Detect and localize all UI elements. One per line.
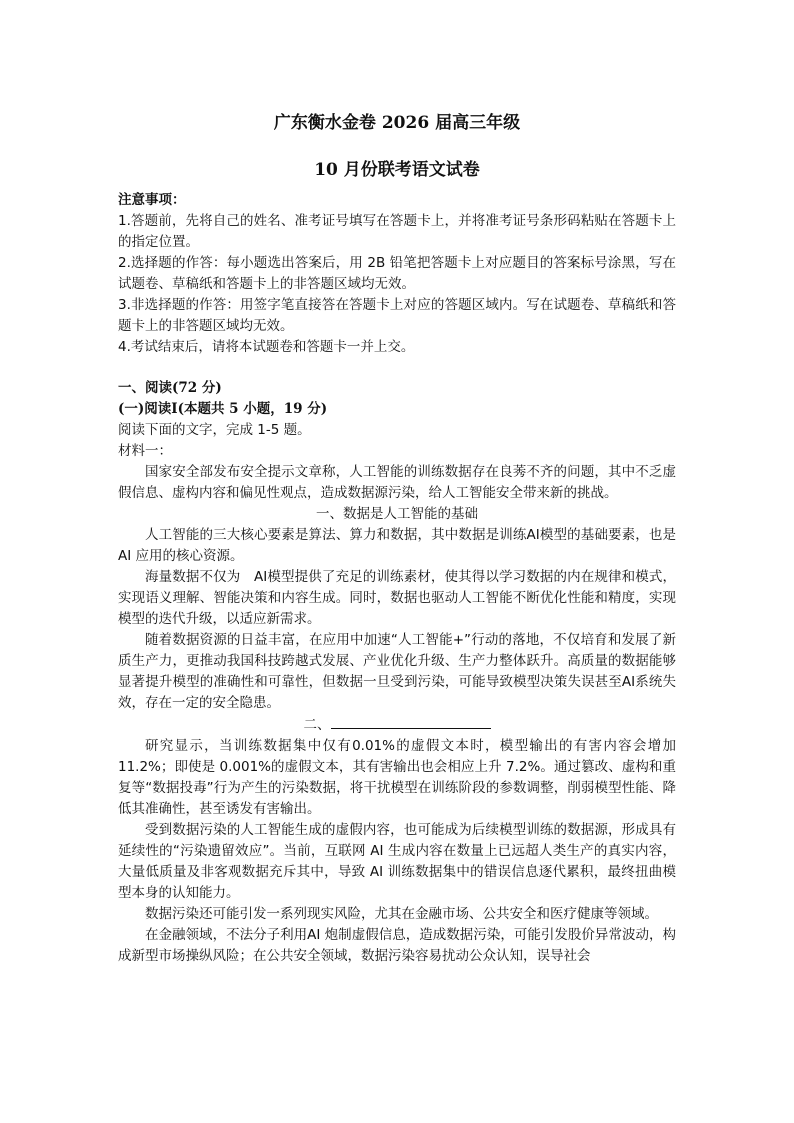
subsection-heading: (一)阅读Ⅰ(本题共 5 小题，19 分) [118, 401, 328, 417]
notes-item-4: 4.考试结束后，请将本试题卷和答题卡一并上交。 [118, 339, 415, 355]
part1-paragraph-1: 人工智能的三大核心要素是算法、算力和数据，其中数据是训练AI模型的基础要素，也是 AI 应用的核心资源。 [118, 527, 676, 564]
notes-section [118, 190, 676, 358]
reading-section [118, 378, 676, 967]
material-label: 材料一： [118, 443, 172, 459]
material-heading-1: 一、数据是人工智能的基础 [316, 506, 478, 522]
part1-paragraph-2: 海量数据不仅为 AI模型提供了充足的训练素材，使其得以学习数据的内在规律和模式，实现语义理解、智能决策和内容生成。同时，数据也驱动人工智能不断优化性能和精度，实现模型的迭代升级，以适应新需求。 [118, 569, 676, 627]
part2-paragraph-4: 在金融领域，不法分子利用AI 炮制虚假信息，造成数据污染，可能引发股价异常波动，构成新型市场操纵风险；在公共安全领域，数据污染容易扰动公众认知，误导社会 [118, 927, 676, 964]
material-heading-2 [118, 714, 676, 736]
heading-2-prefix: 二、 [303, 717, 331, 733]
notes-item-3: 3.非选择题的作答：用签字笔直接答在答题卡上对应的答题区域内。写在试题卷、草稿纸和答题卡上的非答题区域均无效。 [118, 297, 676, 334]
section-heading: 一、阅读(72 分) [118, 380, 222, 396]
part2-paragraph-2: 受到数据污染的人工智能生成的虚假内容，也可能成为后续模型训练的数据源，形成具有延续性的“污染遗留效应”。当前，互联网 AI 生成内容在数量上已远超人类生产的真实内容，大量低质量及非客观数据充斥其中，导致 AI 训练数据集中的错误信息逐代累积，最终扭曲模型本身的认知能力。 [118, 822, 676, 901]
material-paragraph: 国家安全部发布安全提示文章称，人工智能的训练数据存在良莠不齐的问题，其中不乏虚假信息、虚构内容和偏见性观点，造成数据源污染，给人工智能安全带来新的挑战。 [118, 464, 676, 501]
reading-instruction: 阅读下面的文字，完成 1-5 题。 [118, 422, 311, 438]
part2-paragraph-1: 研究显示，当训练数据集中仅有0.01%的虚假文本时，模型输出的有害内容会增加11.2%；即使是 0.001%的虚假文本，其有害输出也会相应上升 7.2%。通过篡改、虚构和重复等“数据投毒”行为产生的污染数据，将干扰模型在训练阶段的参数调整，削弱模型性能、降低其准确性，甚至诱发有害输出。 [118, 738, 676, 817]
notes-item-1: 1.答题前，先将自己的姓名、准考证号填写在答题卡上，并将准考证号条形码粘贴在答题卡上的指定位置。 [118, 213, 676, 250]
part2-paragraph-3: 数据污染还可能引发一系列现实风险，尤其在金融市场、公共安全和医疗健康等领域。 [145, 906, 658, 922]
notes-item-2: 2.选择题的作答：每小题选出答案后，用 2B 铅笔把答题卡上对应题目的答案标号涂黑，写在试题卷、草稿纸和答题卡上的非答题区域均无效。 [118, 255, 676, 292]
part1-paragraph-3: 随着数据资源的日益丰富，在应用中加速“人工智能+”行动的落地，不仅培育和发展了新质生产力，更推动我国科技跨越式发展、产业优化升级、生产力整体跃升。高质量的数据能够显著提升模型的准确性和可靠性，但数据一旦受到污染，可能导致模型决策失误甚至AI系统失效，存在一定的安全隐患。 [118, 632, 676, 711]
notes-heading: 注意事项： [118, 192, 186, 208]
fill-in-blank[interactable] [331, 714, 491, 729]
exam-subtitle: 10 月份联考语文试卷 [314, 160, 480, 180]
exam-title: 广东衡水金卷 2026 届高三年级 [273, 113, 521, 133]
